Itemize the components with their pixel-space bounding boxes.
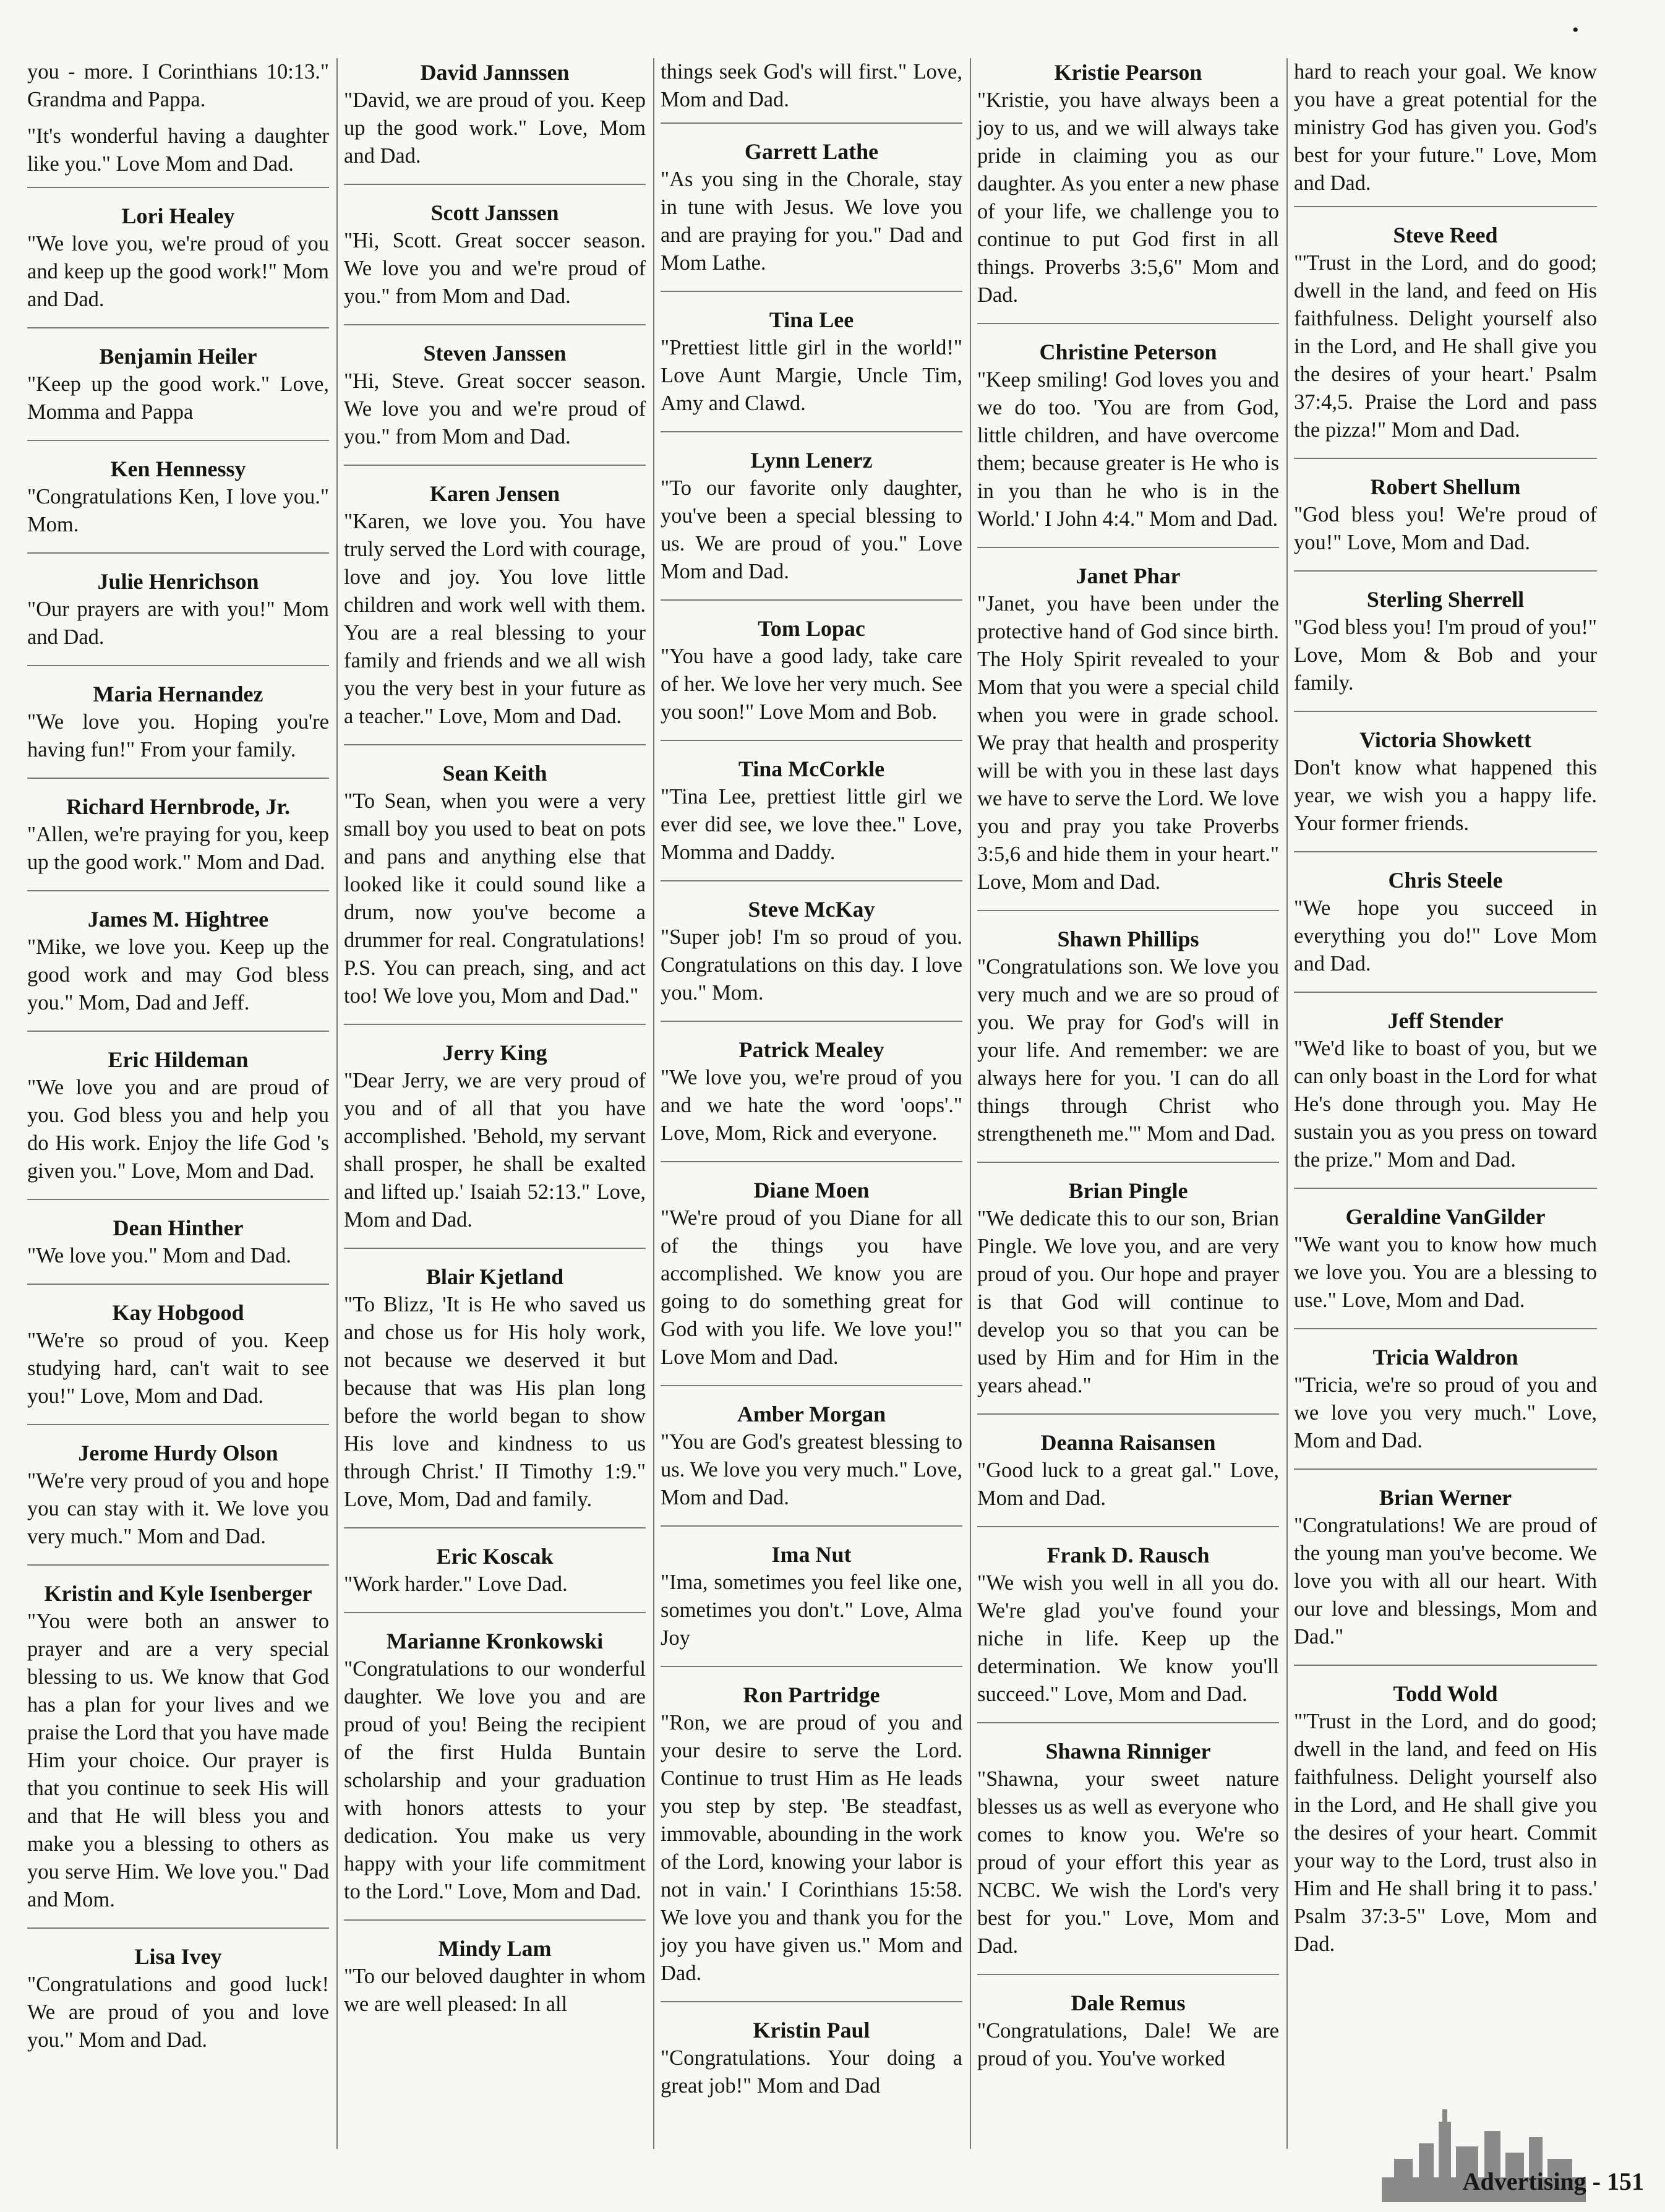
ad-entry	[977, 338, 1279, 548]
ad-entry	[661, 2016, 962, 2114]
message-text: "'Trust in the Lord, and do good; dwell in the land, and feed on His faithfulness. Delight yourself also in the Lord, and He shall give you the desires of your heart.' Psalm 37:4,5. Praise the Lord and pass the pizza!" Mom and Dad.	[1294, 251, 1597, 442]
ad-entry	[1294, 473, 1597, 572]
message-text: "We love you, we're proud of you and keep up the good work!" Mom and Dad.	[27, 232, 329, 311]
ad-entry	[661, 1176, 962, 1386]
message-text: "Ima, sometimes you feel like one, sometimes you don't." Love, Alma Joy	[661, 1571, 962, 1650]
student-name: Brian Pingle	[1068, 1178, 1188, 1203]
student-name: Kristin Paul	[753, 2018, 870, 2043]
student-name: Todd Wold	[1393, 1681, 1498, 1706]
student-name: Maria Hernandez	[93, 682, 263, 706]
student-name: Janet Phar	[1076, 564, 1181, 588]
ad-entry	[344, 339, 646, 466]
page-number-label: Advertising - 151	[1462, 2167, 1644, 2195]
message-text: "Our prayers are with you!" Mom and Dad.	[27, 598, 329, 649]
student-name: Tricia Waldron	[1372, 1345, 1518, 1370]
student-name: Eric Koscak	[436, 1544, 554, 1569]
ad-entry	[1294, 1202, 1597, 1329]
ad-entry	[661, 137, 962, 292]
message-text: "Mike, we love you. Keep up the good work and may God bless you." Mom, Dad and Jeff.	[27, 935, 329, 1014]
student-name: Robert Shellum	[1370, 474, 1521, 499]
message-text: "We love you. Hoping you're having fun!" From your family.	[27, 710, 329, 761]
student-name: Kay Hobgood	[112, 1300, 244, 1325]
student-name: Scott Janssen	[430, 200, 559, 225]
student-name: Richard Hernbrode, Jr.	[66, 794, 290, 819]
ad-entry	[661, 1400, 962, 1527]
student-name: Karen Jensen	[429, 481, 560, 506]
message-text: "Hi, Steve. Great soccer season. We love you and we're proud of you." from Mom and Dad.	[344, 369, 646, 448]
ad-entry	[27, 905, 329, 1032]
message-text: "Congratulations to our wonderful daughter. We love you and are proud of you! Being the recipient of the first Hulda Buntain scholarship and your graduation with honors attests to your dedication. You make us very happy with your life commitment to the Lord." Love, Mom and Dad.	[344, 1657, 646, 1903]
continued-message: things seek God's will first." Love, Mom and Dad.	[661, 60, 962, 111]
student-name: Tina Lee	[769, 307, 854, 332]
message-text: "Dear Jerry, we are very proud of you and of all that you have accomplished. 'Behold, my servant shall prosper, he shall be exalted and lifted up.' Isaiah 52:13." Love, Mom and Dad.	[344, 1069, 646, 1232]
ad-entry	[661, 446, 962, 601]
student-name: Mindy Lam	[438, 1936, 552, 1961]
message-text: "Janet, you have been under the protective hand of God since birth. The Holy Spirit revealed to your Mom that you were a special child when you were in grade school. We pray that health and prosperity will be with you in these last days we have to serve the Lord. We love you and pray you take Proverbs 3:5,6 and hide them in your heart." Love, Mom and Dad.	[977, 592, 1279, 894]
advertising-columns	[21, 58, 1604, 2149]
message-text: "You are God's greatest blessing to us. We love you very much." Love, Mom and Dad.	[661, 1430, 962, 1509]
message-text: "Hi, Scott. Great soccer season. We love you and we're proud of you." from Mom and Dad.	[344, 229, 646, 308]
message-text: "Congratulations. Your doing a great job!" Mom and Dad	[661, 2046, 962, 2098]
ad-entry	[1294, 1343, 1597, 1470]
message-text: "Congratulations! We are proud of the young man you've become. We love you with all our heart. With our love and blessings, Mom and Dad."	[1294, 1514, 1597, 1648]
student-name: Eric Hildeman	[108, 1047, 249, 1072]
student-name: Ron Partridge	[743, 1683, 880, 1707]
message-text: "We dedicate this to our son, Brian Pingle. We love you, and are very proud of you. Our hope and prayer is that God will continue to develop you so that you can be used by Him and for Him in the years ahead."	[977, 1207, 1279, 1397]
message-text: "Good luck to a great gal." Love, Mom and Dad.	[977, 1459, 1279, 1510]
continued-message: you - more. I Corinthians 10:13." Grandma and Pappa.	[27, 60, 329, 111]
message-text: "Work harder." Love Dad.	[344, 1572, 568, 1596]
student-name: Dale Remus	[1071, 1991, 1186, 2015]
message-text: "We'd like to boast of you, but we can only boast in the Lord for what He's done through you. May He sustain you as you press on toward the prize." Mom and Dad.	[1294, 1037, 1597, 1172]
ad-entry	[27, 342, 329, 441]
student-name: Jeff Stender	[1387, 1008, 1504, 1033]
column-4	[971, 58, 1288, 2149]
message-text: "Prettiest little girl in the world!" Love Aunt Margie, Uncle Tim, Amy and Clawd.	[661, 336, 962, 415]
ad-entry	[27, 567, 329, 666]
ad-entry	[977, 1737, 1279, 1975]
student-name: Lisa Ivey	[134, 1944, 222, 1969]
message-text: "To Sean, when you were a very small boy you used to beat on pots and pans and anything else that looked like it could sound like a drum, now you've become a drummer for real. Congratulations! P.S. You can preach, sing, and act too! We love you, Mom and Dad."	[344, 789, 646, 1008]
message-text: "We want you to know how much we love you. You are a blessing to use." Love, Mom and Dad.	[1294, 1233, 1597, 1312]
ad-entry	[661, 1035, 962, 1162]
message-text: "Tina Lee, prettiest little girl we ever did see, we love thee." Love, Momma and Daddy.	[661, 785, 962, 864]
message-text: "To our beloved daughter in whom we are well pleased: In all	[344, 1965, 646, 2016]
ad-entry	[1294, 1679, 1597, 1972]
student-name: Steven Janssen	[423, 341, 567, 366]
student-name: David Jannssen	[420, 60, 570, 85]
message-text: "Congratulations Ken, I love you." Mom.	[27, 485, 329, 536]
student-name: Steve McKay	[748, 897, 875, 922]
student-name: Jerome Hurdy Olson	[78, 1441, 278, 1465]
student-name: Marianne Kronkowski	[386, 1629, 604, 1653]
message-text: "Karen, we love you. You have truly served the Lord with courage, love and joy. You love little children and work well with them. You are a real blessing to your family and friends and we all wish you the very best in your future as a teacher." Love, Mom and Dad.	[344, 510, 646, 728]
ad-entry	[661, 895, 962, 1022]
student-name: Tom Lopac	[758, 616, 865, 641]
student-name: Deanna Raisansen	[1040, 1430, 1216, 1455]
student-name: Chris Steele	[1388, 868, 1503, 893]
student-name: Amber Morgan	[737, 1402, 886, 1426]
ad-entry	[27, 1214, 329, 1285]
student-name: Shawn Phillips	[1057, 927, 1199, 951]
ad-entry	[1294, 1006, 1597, 1189]
ad-entry	[661, 1681, 962, 2002]
message-text: "We're so proud of you. Keep studying hard, can't wait to see you!" Love, Mom and Dad.	[27, 1329, 329, 1408]
ad-entry	[344, 1627, 646, 1921]
student-name: Ima Nut	[771, 1542, 852, 1567]
ad-entry	[661, 755, 962, 881]
message-text: "We hope you succeed in everything you do!" Love Mom and Dad.	[1294, 896, 1597, 975]
ad-entry	[344, 58, 646, 185]
student-name: Lynn Lenerz	[750, 448, 873, 473]
student-name: Shawna Rinniger	[1045, 1739, 1211, 1764]
student-name: Diane Moen	[753, 1178, 870, 1202]
ad-entry	[344, 1542, 646, 1613]
ad-entry	[344, 1039, 646, 1249]
student-name: James M. Hightree	[87, 907, 269, 932]
column-2	[338, 58, 654, 2149]
ad-entry	[344, 759, 646, 1025]
message-text: "Shawna, your sweet nature blesses us as well as everyone who comes to know you. We're so proud of your effort this year as NCBC. We wish the Lord's very best for you." Love, Mom and Dad.	[977, 1767, 1279, 1958]
ad-entry	[27, 1439, 329, 1566]
message-text: "Super job! I'm so proud of you. Congratulations on this day. I love you." Mom.	[661, 925, 962, 1005]
message-text: "Allen, we're praying for you, keep up the good work." Mom and Dad.	[27, 823, 329, 874]
ad-entry	[1294, 1483, 1597, 1666]
message-text: "God bless you! I'm proud of you!" Love, Mom & Bob and your family.	[1294, 615, 1597, 695]
message-text: "Ron, we are proud of you and your desire to serve the Lord. Continue to trust Him as He leads you step by step. 'Be steadfast, immovable, abounding in the work of the Lord, knowing your labor is not in vain.' I Corinthians 15:58. We love you and thank you for the joy you have given us." Mom and Dad.	[661, 1711, 962, 1985]
ad-entry	[1294, 585, 1597, 712]
message-text: "To our favorite only daughter, you've been a special blessing to us. We are proud of you." Love Mom and Dad.	[661, 476, 962, 583]
message-text: Don't know what happened this year, we wish you a happy life. Your former friends.	[1294, 756, 1597, 835]
student-name: Dean Hinther	[113, 1215, 244, 1240]
ad-entry	[977, 58, 1279, 324]
column-5	[1288, 58, 1604, 2149]
message-text: "Kristie, you have always been a joy to us, and we will always take pride in claiming you as our daughter. As you enter a new phase of your life, we challenge you to continue to put God first in all things. Proverbs 3:5,6" Mom and Dad.	[977, 88, 1279, 307]
message-text: "You have a good lady, take care of her. We love her very much. See you soon!" Love Mom and Bob.	[661, 645, 962, 724]
student-name: Kristie Pearson	[1054, 60, 1202, 85]
ad-entry	[344, 479, 646, 745]
ad-entry	[27, 1045, 329, 1200]
message-text: "Congratulations son. We love you very much and we are so proud of you. We pray for God's will in your life. And remember: we are always here for you. 'I can do all things through Christ who strengtheneth me.'" Mom and Dad.	[977, 955, 1279, 1146]
continued-message: hard to reach your goal. We know you have a great potential for the ministry God has given you. God's best for your future." Love, Mom and Dad.	[1294, 60, 1597, 195]
student-name: Victoria Showkett	[1359, 727, 1531, 752]
message-text: "Congratulations and good luck! We are proud of you and love you." Mom and Dad.	[27, 1973, 329, 2052]
student-name: Julie Henrichson	[97, 569, 259, 594]
continued-message: "It's wonderful having a daughter like you." Love Mom and Dad.	[27, 124, 329, 176]
ad-entry	[1294, 221, 1597, 459]
message-text: "Congratulations, Dale! We are proud of you. You've worked	[977, 2019, 1279, 2070]
column-1	[21, 58, 338, 2149]
ad-entry	[344, 1934, 646, 2032]
message-text: "We wish you well in all you do. We're glad you've found your niche in life. Keep up the determination. We know you'll succeed." Love, Mom and Dad.	[977, 1571, 1279, 1706]
student-name: Benjamin Heiler	[99, 344, 257, 369]
column-3	[654, 58, 971, 2149]
page-footer	[1382, 2085, 1654, 2202]
message-text: "We're proud of you Diane for all of the things you have accomplished. We know you are going to do something great for God with you life. We love you!" Love Mom and Dad.	[661, 1206, 962, 1369]
student-name: Garrett Lathe	[744, 139, 879, 164]
ad-entry	[27, 1579, 329, 1929]
ad-entry	[661, 1540, 962, 1667]
student-name: Sean Keith	[442, 761, 547, 786]
student-name: Geraldine VanGilder	[1345, 1204, 1546, 1229]
message-text: "Tricia, we're so proud of you and we love you very much." Love, Mom and Dad.	[1294, 1373, 1597, 1452]
ad-entry	[977, 562, 1279, 911]
ad-entry	[977, 1989, 1279, 2086]
ad-entry	[27, 1942, 329, 2068]
message-text: "You were both an answer to prayer and are a very special blessing to us. We know that God has a plan for your lives and we praise the Lord that you have made Him your choice. Our prayer is that you continue to seek His will and that He will bless you and make you a blessing to others as you serve Him. We love you." Dad and Mom.	[27, 1610, 329, 1911]
student-name: Sterling Sherrell	[1366, 587, 1525, 612]
message-text: "Keep up the good work." Love, Momma and Pappa	[27, 372, 329, 424]
ad-entry	[27, 1298, 329, 1425]
entry-divider	[27, 187, 329, 188]
student-name: Kristin and Kyle Isenberger	[44, 1581, 312, 1606]
ad-entry	[1294, 866, 1597, 993]
student-name: Ken Hennessy	[110, 457, 246, 481]
message-text: "As you sing in the Chorale, stay in tune with Jesus. We love you and are praying for you." Dad and Mom Lathe.	[661, 168, 962, 275]
student-name: Frank D. Rausch	[1047, 1543, 1210, 1567]
entry-divider	[1294, 206, 1597, 207]
ad-entry	[27, 455, 329, 554]
ad-entry	[27, 202, 329, 328]
student-name: Jerry King	[442, 1040, 547, 1065]
ad-entry	[1294, 726, 1597, 852]
ad-entry	[977, 1541, 1279, 1723]
page-mark: •	[1572, 20, 1579, 40]
message-text: "We're very proud of you and hope you can stay with it. We love you very much." Mom and Dad.	[27, 1469, 329, 1548]
student-name: Blair Kjetland	[426, 1264, 564, 1289]
student-name: Christine Peterson	[1039, 340, 1217, 364]
ad-entry	[977, 1177, 1279, 1415]
student-name: Patrick Mealey	[738, 1037, 884, 1062]
message-text: "To Blizz, 'It is He who saved us and chose us for His holy work, not because we deserved it but because that was His plan long before the world began to show His love and kindness to us through Christ.' II Timothy 1:9." Love, Mom, Dad and family.	[344, 1293, 646, 1511]
message-text: "Keep smiling! God loves you and we do too. 'You are from God, little children, and have overcome them; because greater is He who is in you than he who is in the World.' I John 4:4." Mom and Dad.	[977, 368, 1279, 531]
entry-divider	[661, 122, 962, 124]
ad-entry	[661, 614, 962, 741]
ad-entry	[344, 1262, 646, 1528]
ad-entry	[977, 1428, 1279, 1527]
student-name: Lori Healey	[121, 204, 235, 228]
message-text: "God bless you! We're proud of you!" Love, Mom and Dad.	[1294, 503, 1597, 554]
student-name: Steve Reed	[1393, 223, 1498, 247]
student-name: Tina McCorkle	[738, 757, 885, 781]
student-name: Brian Werner	[1379, 1485, 1512, 1510]
message-text: "We love you." Mom and Dad.	[27, 1244, 291, 1267]
message-text: "We love you, we're proud of you and we hate the word 'oops'." Love, Mom, Rick and everyone.	[661, 1066, 962, 1145]
message-text: "We love you and are proud of you. God bless you and help you do His work. Enjoy the life God 's given you." Love, Mom and Dad.	[27, 1076, 329, 1183]
ad-entry	[344, 199, 646, 325]
message-text: "David, we are proud of you. Keep up the good work." Love, Mom and Dad.	[344, 88, 646, 168]
ad-entry	[27, 680, 329, 779]
ad-entry	[661, 306, 962, 432]
message-text: "'Trust in the Lord, and do good; dwell in the land, and feed on His faithfulness. Delight yourself also in the Lord, and He shall give you the desires of your heart. Commit your way to the Lord, trust also in Him and He shall bring it to pass.' Psalm 37:3-5" Love, Mom and Dad.	[1294, 1710, 1597, 1956]
ad-entry	[27, 792, 329, 891]
ad-entry	[977, 925, 1279, 1163]
